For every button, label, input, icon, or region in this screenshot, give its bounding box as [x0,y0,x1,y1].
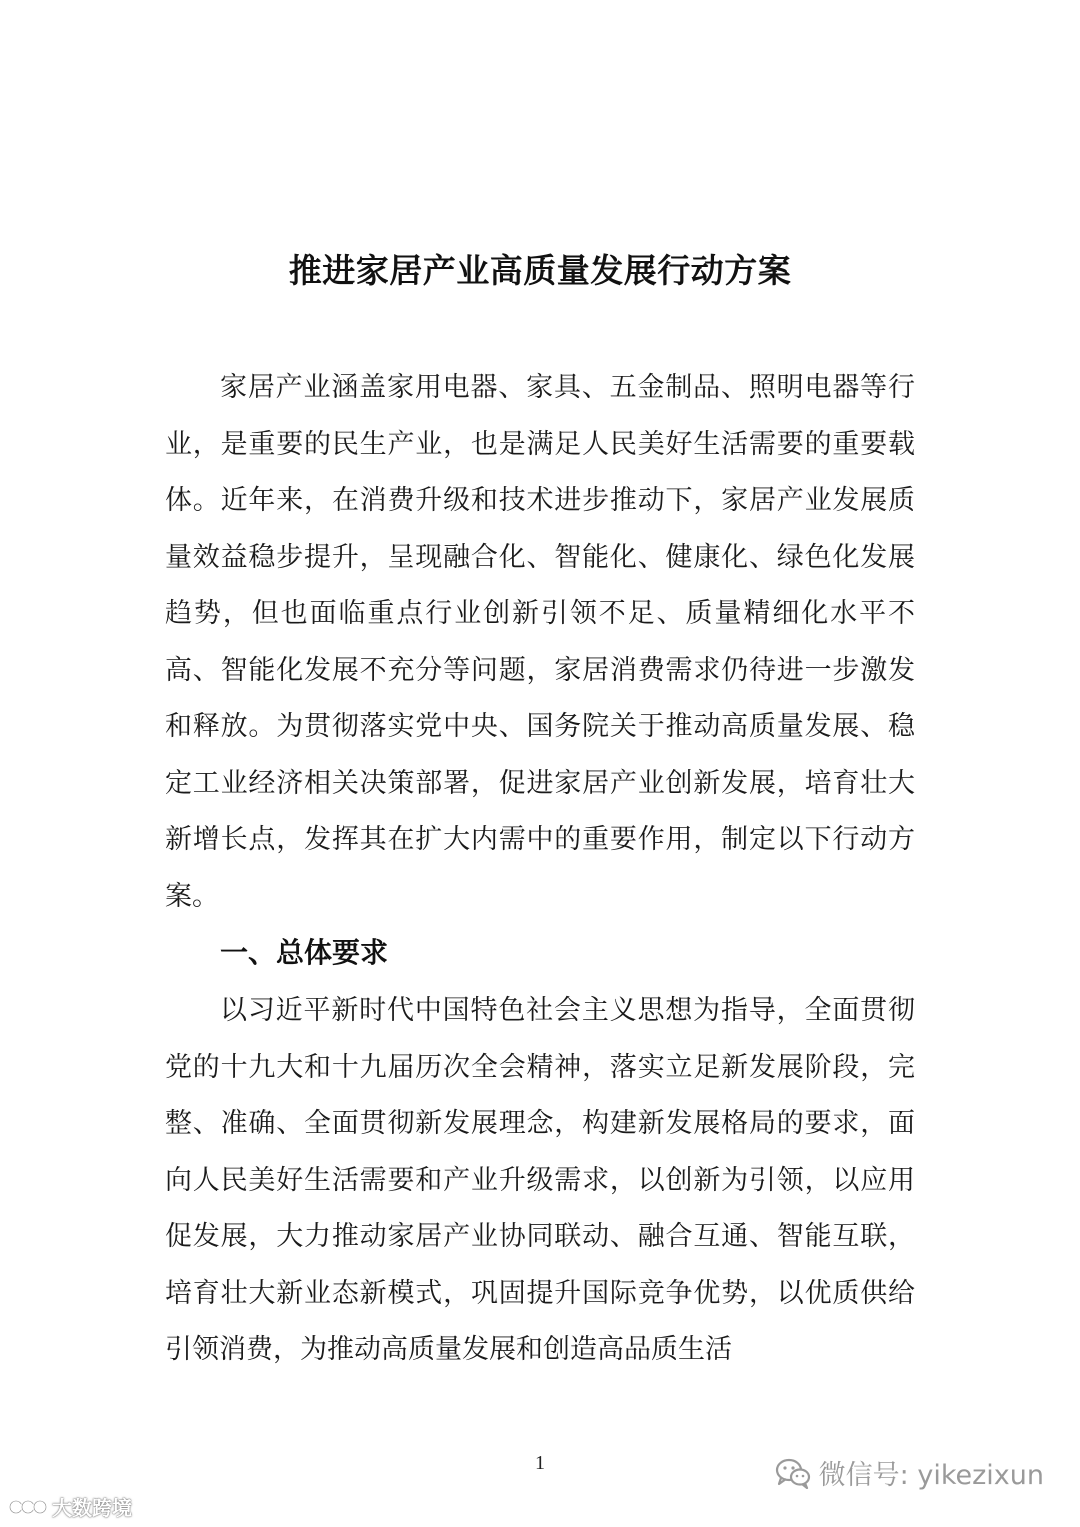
intro-paragraph: 家居产业涵盖家用电器、家具、五金制品、照明电器等行业，是重要的民生产业，也是满足人民美好生活需要的重要载体。近年来，在消费升级和技术进步推动下，家居产业发展质量效益稳步提升，呈现融合化、智能化、健康化、绿色化发展趋势，但也面临重点行业创新引领不足、质量精细化水平不高、智能化发展不充分等问题，家居消费需求仍待进一步激发和释放。为贯彻落实党中央、国务院关于推动高质量发展、稳定工业经济相关决策部署，促进家居产业创新发展，培育壮大新增长点，发挥其在扩大内需中的重要作用，制定以下行动方案。 [165,372,915,912]
logo-icon [8,1495,48,1519]
wechat-id-text: 微信号: yikezixun [818,1460,1044,1491]
page-number: 1 [535,1452,545,1474]
requirements-paragraph: 以习近平新时代中国特色社会主义思想为指导，全面贯彻党的十九大和十九届历次全会精神，落实立足新发展阶段，完整、准确、全面贯彻新发展理念，构建新发展格局的要求，面向人民美好生活需要和产业升级需求，以创新为引领，以应用促发展，大力推动家居产业协同联动、融合互通、智能互联，培育壮大新业态新模式，巩固提升国际竞争优势，以优质供给引领消费，为推动高质量发展和创造高品质生活 [165,995,915,1365]
section-heading: 一、总体要求 [220,936,389,969]
corner-watermark [8,1492,132,1521]
wechat-watermark [775,1453,1044,1492]
wechat-icon [775,1457,811,1489]
corner-watermark-text: 大数跨境 [52,1496,132,1520]
document-title: 推进家居产业高质量发展行动方案 [288,251,792,290]
